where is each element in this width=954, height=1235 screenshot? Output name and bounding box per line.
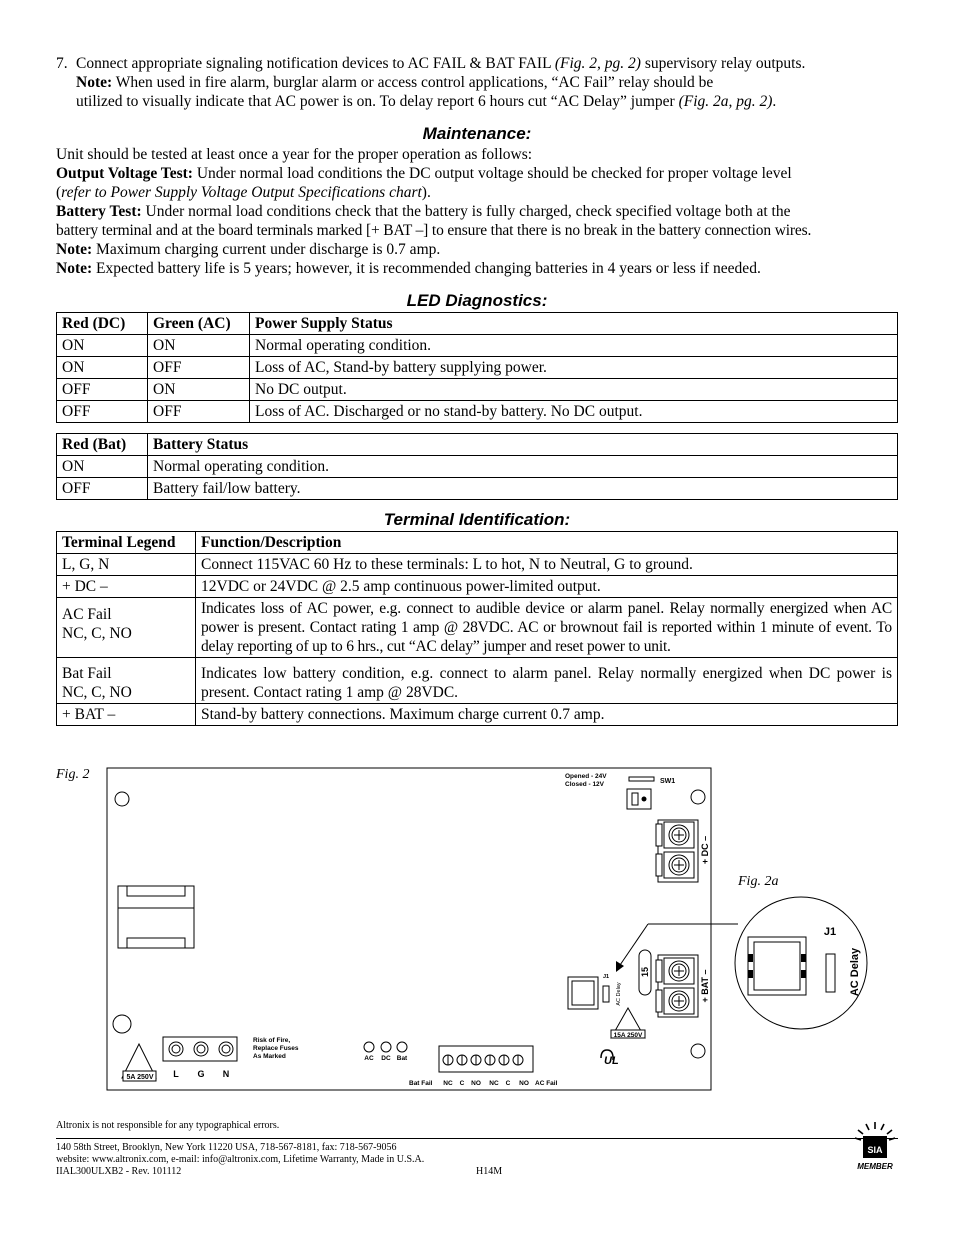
terminal-desc: Stand-by battery connections. Maximum charge current 0.7 amp.	[196, 704, 898, 726]
ac-input-terminal	[163, 1037, 237, 1061]
terminal-desc: Connect 115VAC 60 Hz to these terminals: L to hot, N to Neutral, G to ground.	[196, 554, 898, 576]
note-label: Note:	[76, 74, 113, 91]
output-voltage-test: Output Voltage Test: Under normal load conditions the DC output voltage should be checked for proper voltage level	[56, 165, 792, 182]
risk-text: Risk of Fire,	[253, 1037, 291, 1044]
member-label: MEMBER	[857, 1162, 893, 1171]
note-charging: Note: Maximum charging current under discharge is 0.7 amp.	[56, 241, 441, 258]
relay-label: NC	[489, 1080, 499, 1087]
table-cell: No DC output.	[250, 379, 898, 401]
terminal-heading: Terminal Identification:	[383, 510, 571, 529]
sw1-label: SW1	[660, 778, 676, 785]
sw-opened-label: Opened - 24V	[565, 773, 607, 780]
sw1-switch	[627, 789, 651, 809]
fig2a-label: Fig. 2a	[738, 874, 779, 889]
table-row	[57, 456, 898, 478]
col-header: Red (DC)	[57, 313, 148, 335]
table-cell: OFF	[57, 478, 148, 500]
risk-text: As Marked	[253, 1053, 286, 1060]
table-cell: OFF	[57, 401, 148, 423]
table-cell: OFF	[148, 357, 250, 379]
led-ac	[364, 1042, 374, 1052]
table-cell: ON	[57, 456, 148, 478]
terminal-n-label: N	[222, 1069, 230, 1079]
acdelay-big-label: AC Delay	[849, 947, 861, 997]
table-cell: Normal operating condition.	[148, 456, 898, 478]
j1-small-label: J1	[602, 974, 610, 980]
disclaimer: Altronix is not responsible for any typographical errors.	[56, 1120, 280, 1131]
zoom-arrow	[618, 924, 648, 968]
footer-bottom	[56, 1166, 898, 1178]
address-line: 140 58th Street, Brooklyn, New York 11220 USA, 718-567-8181, fax: 718-567-9056	[56, 1142, 397, 1153]
table-cell: Battery fail/low battery.	[148, 478, 898, 500]
terminal-desc: 12VDC or 24VDC @ 2.5 amp continuous power-limited output.	[196, 576, 898, 598]
output-voltage-ref: (refer to Power Supply Voltage Output Specifications chart).	[56, 184, 431, 201]
website-line: website: www.altronix.com, e-mail: info@altronix.com, Lifetime Warranty, Made in U.S.A.	[56, 1154, 425, 1165]
led-bat-label: Bat	[396, 1055, 408, 1062]
step-number: 7.	[56, 55, 68, 72]
mount-hole	[691, 1044, 705, 1058]
doc-code: H14M	[476, 1166, 503, 1177]
footer	[56, 1120, 898, 1178]
step-7	[56, 54, 918, 111]
sia-logo-icon	[855, 1122, 895, 1160]
note-battery-life: Note: Expected battery life is 5 years; however, it is recommended changing batteries in 4 years or less if needed.	[56, 260, 761, 277]
arrowhead	[616, 961, 624, 972]
mount-hole	[113, 1015, 131, 1033]
battery-test: Battery Test: Under normal load conditions check that the battery is fully charged, check specified voltage both at the	[56, 203, 791, 220]
table-cell: ON	[57, 357, 148, 379]
zoom-circle	[735, 897, 867, 1029]
table-cell: OFF	[148, 401, 250, 423]
step7-line2: Note: When used in fire alarm, burglar alarm or access control applications, “AC Fail” relay should be	[76, 74, 714, 91]
table-row	[57, 704, 898, 726]
terminal-table	[56, 531, 898, 726]
terminal-legend: + DC –	[57, 576, 196, 598]
svg-text:5A 250V: 5A 250V	[126, 1074, 154, 1081]
table-cell: ON	[148, 335, 250, 357]
col-header: Red (Bat)	[57, 434, 148, 456]
relay-label: NO	[471, 1080, 481, 1087]
fuse-15-label: 15	[640, 966, 650, 978]
fig-ref: (Fig. 2, pg. 2)	[554, 55, 641, 72]
col-header: Terminal Legend	[57, 532, 196, 554]
table-cell: Loss of AC, Stand-by battery supplying power.	[250, 357, 898, 379]
doc-id: IIAL300ULXB2 - Rev. 101112	[56, 1166, 182, 1177]
led-dc	[381, 1042, 391, 1052]
table-row	[57, 335, 898, 357]
board-diagram-svg	[56, 762, 898, 1102]
svg-text:SIA: SIA	[867, 1145, 883, 1155]
relay-terminal-block	[439, 1046, 533, 1072]
j1-jumper-small	[568, 977, 609, 1009]
relay-label: C	[459, 1080, 465, 1087]
table-row	[57, 598, 898, 658]
mount-hole	[691, 790, 705, 804]
sw-closed-label: Closed - 12V	[565, 781, 605, 788]
fig-ref: (Fig. 2a, pg. 2)	[678, 93, 773, 110]
table-row	[57, 401, 898, 423]
table-header-row	[57, 532, 898, 554]
step7-line3: utilized to visually indicate that AC power is on. To delay report 6 hours cut “AC Delay” jumper (Fig. 2a, pg. 2).	[76, 93, 777, 110]
table-cell: OFF	[57, 379, 148, 401]
terminal-desc: Indicates low battery condition, e.g. connect to alarm panel. Relay normally energized when DC power is present. Contact rating 1 amp @ 28VDC.	[196, 658, 898, 704]
svg-text:15A 250V: 15A 250V	[613, 1032, 643, 1039]
led-ac-label: AC	[364, 1055, 374, 1062]
maintenance-section	[56, 145, 898, 278]
table-header-row	[57, 313, 898, 335]
table-header-row	[57, 434, 898, 456]
board-outline	[107, 768, 711, 1090]
relay-label: NC	[443, 1080, 453, 1087]
table-row	[57, 576, 898, 598]
relay-label: C	[505, 1080, 511, 1087]
ul-logo	[601, 1050, 619, 1067]
col-header: Function/Description	[196, 532, 898, 554]
svg-text:UL: UL	[604, 1055, 619, 1067]
sw1-jumper	[629, 777, 654, 781]
terminal-g-label: G	[197, 1069, 205, 1079]
fig2-label: Fig. 2	[56, 767, 90, 782]
maintenance-intro: Unit should be tested at least once a year for the proper operation as follows:	[56, 146, 533, 163]
table-row	[57, 478, 898, 500]
table-row	[57, 554, 898, 576]
dc-terminal	[656, 820, 698, 882]
j1-big-label: J1	[823, 926, 837, 938]
relay-label: AC Fail	[535, 1080, 558, 1087]
fuse-warning-icon	[122, 1044, 156, 1081]
led-battery-table	[56, 433, 898, 500]
document-body	[56, 54, 898, 726]
dc-label: + DC –	[700, 835, 710, 865]
terminal-desc: Indicates loss of AC power, e.g. connect to audible device or alarm panel. Relay normally energized when AC power is present. Contact rating 1 amp @ 28VDC. AC or brownout fail is reported within 1 minute of event. To delay reporting of up to 6 hrs., cut “AC delay” jumper and reset power to unit.	[196, 598, 898, 658]
terminal-legend: Bat Fail NC, C, NO	[57, 658, 196, 704]
footer-rule	[56, 1138, 898, 1139]
table-cell: ON	[148, 379, 250, 401]
relay-label: NO	[519, 1080, 529, 1087]
step7-line1: Connect appropriate signaling notification devices to AC FAIL & BAT FAIL (Fig. 2, pg. 2) supervisory relay outputs.	[76, 55, 806, 72]
table-row	[57, 379, 898, 401]
col-header: Battery Status	[148, 434, 898, 456]
col-header: Power Supply Status	[250, 313, 898, 335]
relay-label: Bat Fail	[409, 1080, 433, 1087]
battery-test-cont: battery terminal and at the board terminals marked [+ BAT –] to ensure that there is no break in the battery connection wires.	[56, 222, 812, 239]
terminal-legend: AC Fail NC, C, NO	[57, 598, 196, 658]
terminal-legend: + BAT –	[57, 704, 196, 726]
led-power-table	[56, 312, 898, 423]
board-diagram	[56, 762, 898, 1102]
table-row	[57, 658, 898, 704]
bat-terminal	[656, 955, 698, 1017]
terminal-legend: L, G, N	[57, 554, 196, 576]
bat-fuse-warning-icon	[611, 1008, 645, 1039]
bat-label: + BAT –	[700, 969, 710, 1003]
led-heading: LED Diagnostics:	[406, 291, 548, 310]
col-header: Green (AC)	[148, 313, 250, 335]
led-dc-label: DC	[381, 1055, 391, 1062]
acdelay-small-label: AC Delay	[616, 982, 622, 1006]
sia-member-logo	[852, 1122, 898, 1173]
power-connector	[118, 886, 194, 948]
terminal-l-label: L	[173, 1069, 179, 1079]
mount-hole	[115, 792, 129, 806]
maintenance-heading: Maintenance:	[422, 124, 532, 143]
table-cell: ON	[57, 335, 148, 357]
risk-text: Replace Fuses	[253, 1045, 299, 1052]
table-cell: Loss of AC. Discharged or no stand-by battery. No DC output.	[250, 401, 898, 423]
led-bat	[397, 1042, 407, 1052]
table-row	[57, 357, 898, 379]
table-cell: Normal operating condition.	[250, 335, 898, 357]
